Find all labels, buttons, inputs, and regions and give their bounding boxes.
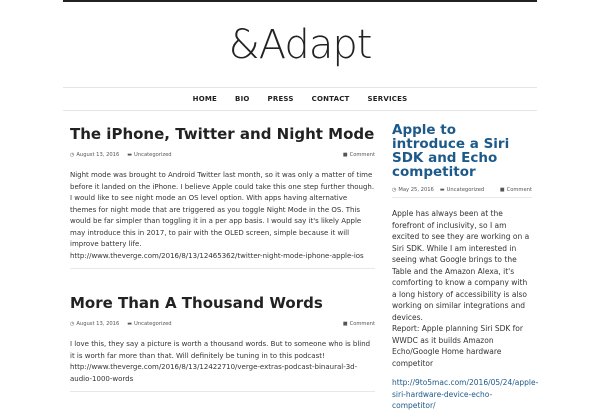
nav-item-contact[interactable]: CONTACT [311, 95, 350, 103]
main-nav [63, 87, 537, 111]
folder-icon: ▬ [439, 186, 445, 193]
post-category[interactable]: Uncategorized [134, 152, 172, 158]
clock-icon: ◷ [70, 152, 75, 158]
post-link: http://www.theverge.com/2016/8/13/12422710/verge-extras-podcast-binaural-3d-audio-1000-words [70, 363, 358, 383]
top-border [63, 0, 537, 2]
comment-icon: ■ [499, 186, 505, 193]
sidebar-post-title[interactable]: Apple to introduce a Siri SDK and Echo competitor [392, 122, 510, 180]
nav-item-home[interactable]: HOME [192, 95, 218, 103]
nav-item-bio[interactable]: BIO [235, 95, 250, 103]
post-link: http://www.theverge.com/2016/8/13/12465362/twitter-night-mode-iphone-apple-ios [70, 251, 364, 260]
clock-icon: ◷ [70, 321, 75, 327]
sidebar-post-body: Apple has always been at the forefront of inclusivity, so I am excited to see they are working on a Siri SDK. While I am interested in seeing what Google brings to the Table and the Amazon Alexa, it's comforting to know a company with a long history of accessibility is also working on similar integrations and devices. [392, 209, 530, 322]
sidebar-post-report: Report: Apple planning Siri SDK for WWDC as it builds Amazon Echo/Google Home hardware competitor [392, 324, 523, 368]
nav-item-press[interactable]: PRESS [267, 95, 294, 103]
sidebar-post-date[interactable]: May 25, 2016 [398, 186, 434, 193]
sidebar-post-link[interactable]: http://9to5mac.com/2016/05/24/apple-siri-hardware-device-echo-competitor/ [392, 378, 539, 410]
post-meta [70, 148, 375, 162]
sidebar-post [392, 122, 539, 412]
post-1 [70, 120, 375, 269]
post-category[interactable]: Uncategorized [134, 321, 172, 327]
sidebar-post-category[interactable]: Uncategorized [446, 186, 485, 193]
post-date[interactable]: August 13, 2016 [76, 152, 120, 158]
post-2 [70, 289, 375, 392]
post-meta [70, 317, 375, 331]
post-body: I love this, they say a picture is worth a thousand words. But to someone who is blind it is worth far more than that. Will definitely be tuning in to this podcast! [70, 340, 371, 360]
nav-item-services[interactable]: SERVICES [367, 95, 408, 103]
post-divider [70, 268, 375, 269]
comment-icon: ■ [342, 321, 348, 327]
post-comment-link[interactable]: Comment [349, 152, 375, 158]
post-comment-link[interactable]: Comment [349, 321, 375, 327]
clock-icon: ◷ [392, 186, 397, 193]
post-date[interactable]: August 13, 2016 [76, 321, 120, 327]
folder-icon: ▬ [127, 152, 133, 158]
post-title[interactable]: The iPhone, Twitter and Night Mode [70, 125, 375, 143]
site-logo[interactable]: &Adapt [228, 22, 372, 68]
sidebar-post-comment-link[interactable]: Comment [506, 186, 532, 193]
post-divider [70, 391, 375, 392]
comment-icon: ■ [342, 152, 348, 158]
post-title[interactable]: More Than A Thousand Words [70, 294, 323, 312]
sidebar-post-meta [392, 186, 532, 198]
post-body: Night mode was brought to Android Twitter last month, so it was only a matter of time before it landed on the iPhone. I believe Apple could take this one step further though. I would like to see night mode an OS level option. With apps having alternative themes for night mode that are triggered as you toggle Night Mode in the OS. This would be far simpler than toggling it in a per app basis. I would say it's likely Apple may introduce this in 2017, to pair with the OLED screen, simple because it will improve battery life. [70, 171, 375, 248]
folder-icon: ▬ [127, 321, 133, 327]
